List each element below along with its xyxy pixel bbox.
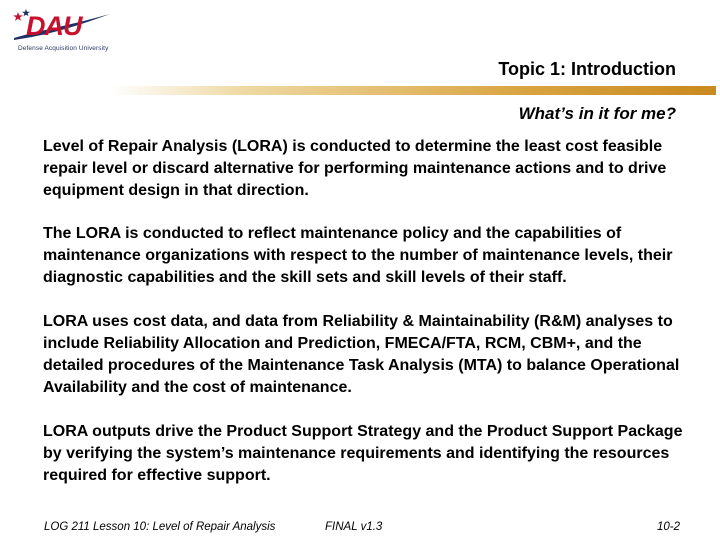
dau-logo-mark <box>12 8 112 42</box>
footer-course: LOG 211 Lesson 10: Level of Repair Analysis <box>44 521 276 533</box>
logo-star <box>13 12 23 21</box>
paragraph: LORA uses cost data, and data from Reliability & Maintainability (R&M) analyses to include Reliability Allocation and Prediction, FMECA/FTA, RCM, CBM+, and the detailed procedures of the Maintenance Task Analysis (MTA) to balance Operational Availability and the cost of maintenance. <box>43 313 680 396</box>
paragraph: The LORA is conducted to reflect maintenance policy and the capabilities of maintenance organizations with respect to the number of maintenance levels, their diagnostic capabilities and the skill sets and skill levels of their staff. <box>43 225 673 286</box>
footer-page-number: 10-2 <box>656 521 680 533</box>
slide-body <box>43 136 683 509</box>
paragraph: Level of Repair Analysis (LORA) is conducted to determine the least cost feasible repair level or discard alternative for performing maintenance actions and to drive equipment design in that direction. <box>43 138 667 199</box>
logo-text: DAU <box>26 11 82 41</box>
paragraph: LORA outputs drive the Product Support Strategy and the Product Support Package by verifying the system’s maintenance requirements and identifying the resources required for effective support. <box>43 423 683 484</box>
title-rule <box>110 86 716 95</box>
logo-subtitle: Defense Acquisition University <box>18 45 109 52</box>
page-subtitle: What’s in it for me? <box>518 104 676 123</box>
footer-version: FINAL v1.3 <box>325 521 383 533</box>
dau-logo <box>12 8 122 58</box>
page-title: Topic 1: Introduction <box>498 59 676 79</box>
slide-footer <box>44 521 680 537</box>
